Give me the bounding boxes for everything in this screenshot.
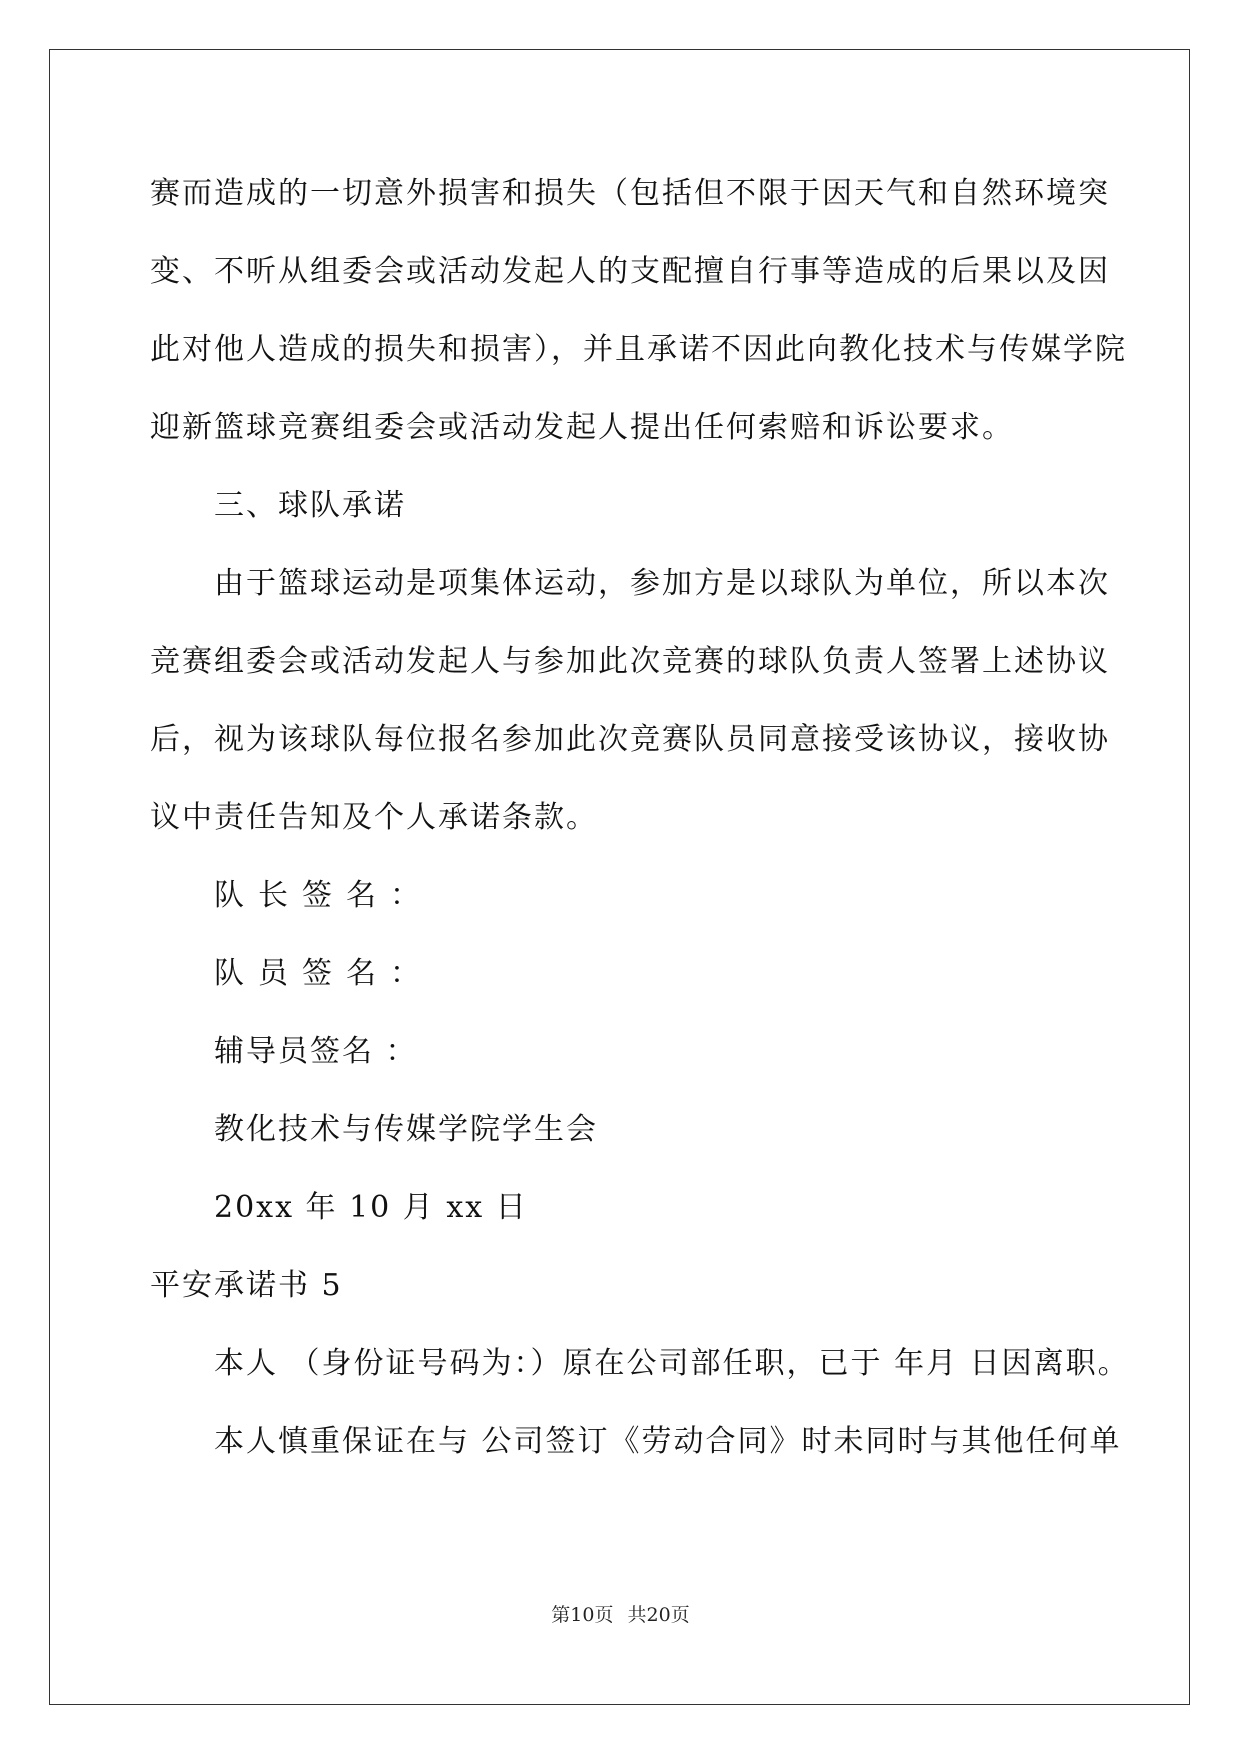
captain-signature-label: 队长签名： xyxy=(214,878,434,913)
paragraph-line: 议中责任告知及个人承诺条款。 xyxy=(150,800,598,835)
paragraph-line: 迎新篮球竞赛组委会或活动发起人提出任何索赔和诉讼要求。 xyxy=(150,410,1014,445)
section-heading: 三、球队承诺 xyxy=(214,488,406,523)
paragraph-line: 本人慎重保证在与 公司签订《劳动合同》时未同时与其他任何单 xyxy=(214,1424,1122,1459)
paragraph-line: 竞赛组委会或活动发起人与参加此次竞赛的球队负责人签署上述协议 xyxy=(150,644,1110,679)
paragraph-line: 后，视为该球队每位报名参加此次竞赛队员同意接受该协议，接收协 xyxy=(150,722,1110,757)
paragraph-line: 由于篮球运动是项集体运动，参加方是以球队为单位，所以本次 xyxy=(214,566,1110,601)
paragraph-line: 变、不听从组委会或活动发起人的支配擅自行事等造成的后果以及因 xyxy=(150,254,1110,289)
paragraph-line: 本人 （身份证号码为：）原在公司部任职，已于 年月 日因离职。 xyxy=(214,1346,1130,1381)
document-body xyxy=(150,155,1130,1481)
document-title: 平安承诺书 5 xyxy=(150,1268,343,1303)
page-number: 第10页 xyxy=(551,1604,614,1626)
counselor-signature-label: 辅导员签名 ： xyxy=(214,1034,418,1069)
paragraph-line: 此对他人造成的损失和损害），并且承诺不因此向教化技术与传媒学院 xyxy=(150,332,1127,367)
document-date: 20xx 年 10 月 xx 日 xyxy=(214,1190,528,1225)
page-footer xyxy=(0,1600,1241,1627)
member-signature-label: 队员签名： xyxy=(214,956,434,991)
page-total: 共20页 xyxy=(627,1604,690,1626)
paragraph-line: 赛而造成的一切意外损害和损失（包括但不限于因天气和自然环境突 xyxy=(150,176,1110,211)
organization-name: 教化技术与传媒学院学生会 xyxy=(214,1112,598,1147)
